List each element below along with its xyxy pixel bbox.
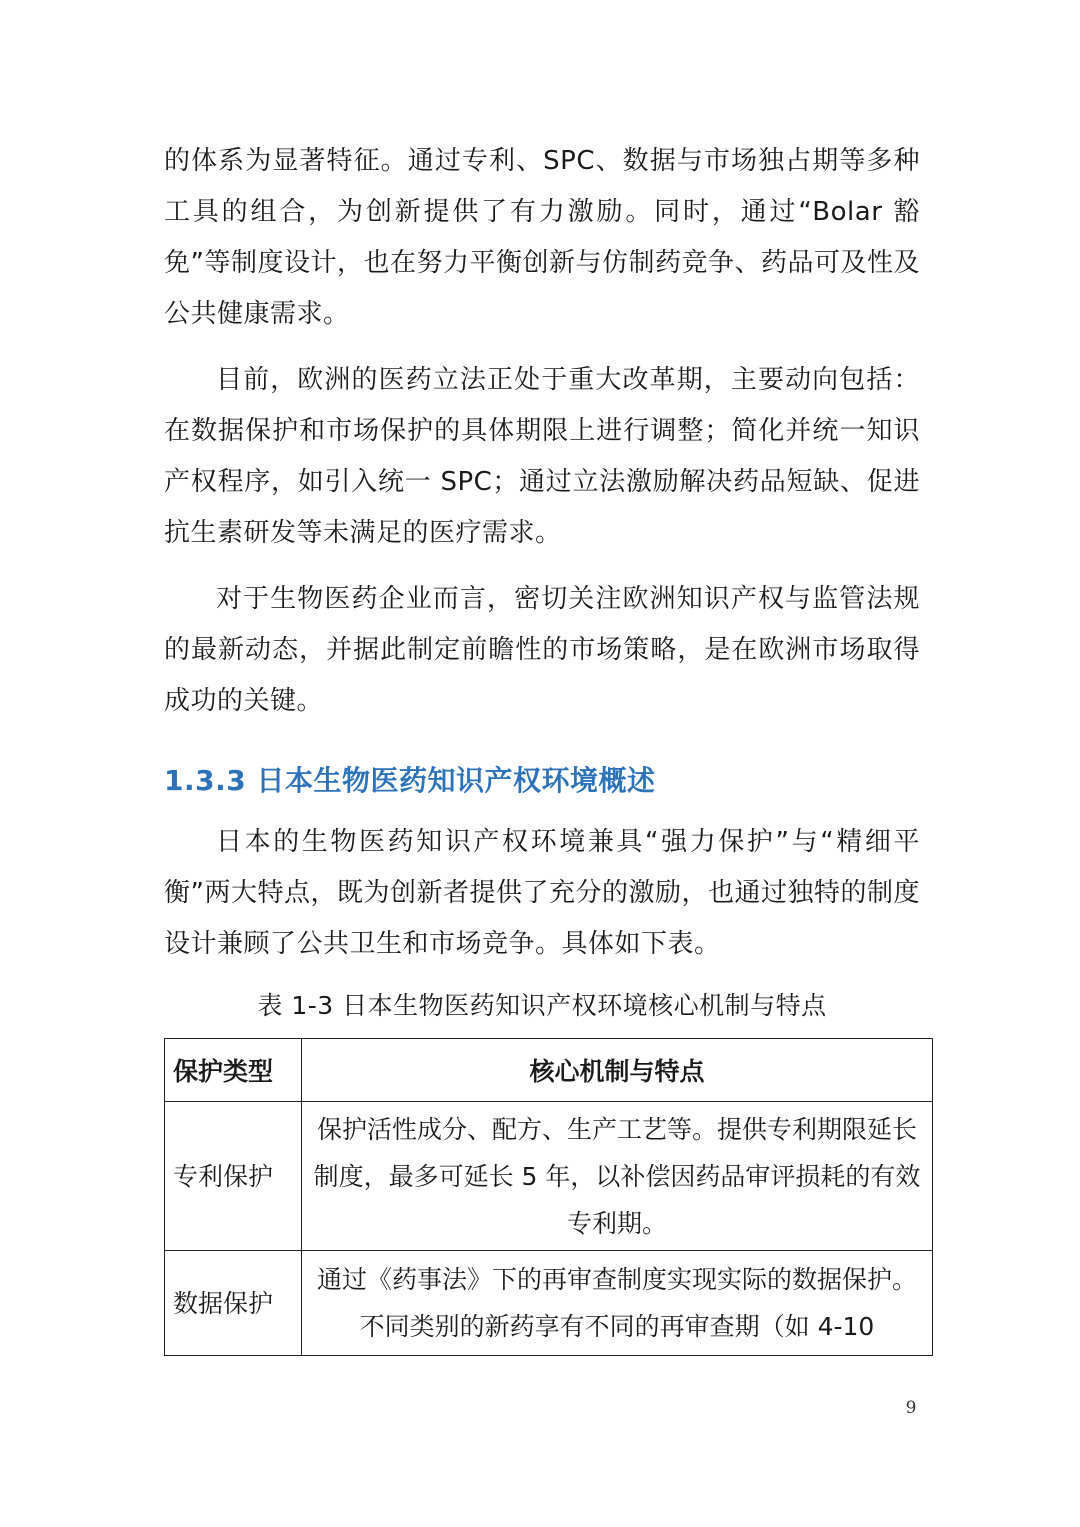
section-heading: 1.3.3 日本生物医药知识产权环境概述 (164, 764, 656, 797)
page-number: 9 (905, 1398, 917, 1418)
table-cell-desc: 保护活性成分、配方、生产工艺等。提供专利期限延长制度，最多可延长 5 年，以补偿因药品审评损耗的有效专利期。 (302, 1102, 933, 1251)
table-header-mechanism: 核心机制与特点 (302, 1039, 933, 1102)
table-header-row (165, 1039, 933, 1102)
table-row (165, 1102, 933, 1251)
table-caption: 表 1-3 日本生物医药知识产权环境核心机制与特点 (257, 991, 827, 1020)
table-cell-type: 专利保护 (165, 1102, 302, 1251)
ip-mechanism-table (164, 1038, 933, 1356)
page-content (164, 136, 920, 1356)
paragraph-eu-conclusion: 对于生物医药企业而言，密切关注欧洲知识产权与监管法规的最新动态，并据此制定前瞻性的市场策略，是在欧洲市场取得成功的关键。 (164, 584, 920, 716)
table-cell-type: 数据保护 (165, 1251, 302, 1356)
paragraph-eu-system: 的体系为显著特征。通过专利、SPC、数据与市场独占期等多种工具的组合，为创新提供了有力激励。同时，通过“Bolar 豁免”等制度设计，也在努力平衡创新与仿制药竞争、药品可及性及公共健康需求。 (164, 146, 920, 329)
paragraph-eu-reform: 目前，欧洲的医药立法正处于重大改革期，主要动向包括：在数据保护和市场保护的具体期限上进行调整；简化并统一知识产权程序，如引入统一 SPC；通过立法激励解决药品短缺、促进抗生素研发等未满足的医疗需求。 (164, 365, 920, 548)
paragraph-japan-intro: 日本的生物医药知识产权环境兼具“强力保护”与“精细平衡”两大特点，既为创新者提供了充分的激励，也通过独特的制度设计兼顾了公共卫生和市场竞争。具体如下表。 (164, 827, 920, 959)
table-cell-desc: 通过《药事法》下的再审查制度实现实际的数据保护。不同类别的新药享有不同的再审查期（如 4-10 (302, 1251, 933, 1356)
table-header-type: 保护类型 (165, 1039, 302, 1102)
table-row (165, 1251, 933, 1356)
